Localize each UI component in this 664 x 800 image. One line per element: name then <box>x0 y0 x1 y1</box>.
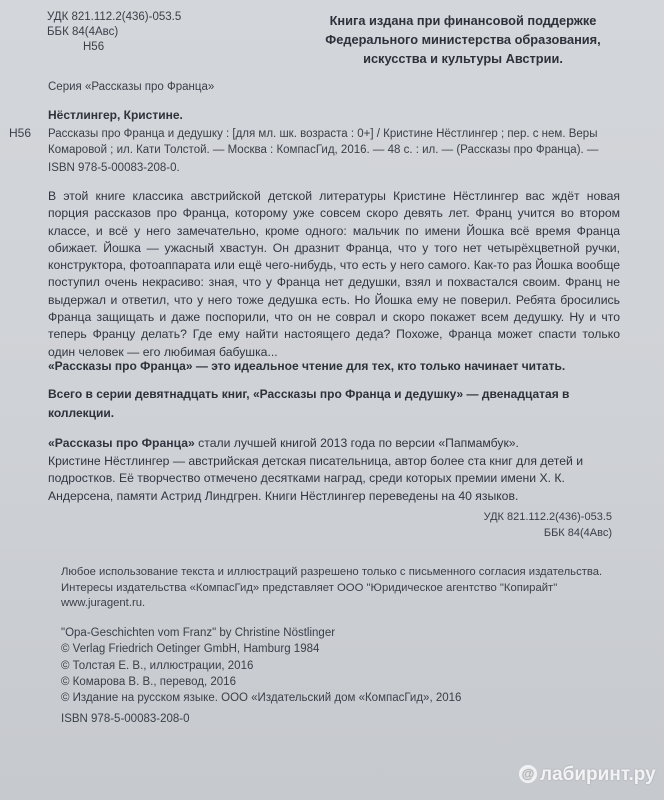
catalog-author: Нёстлингер, Кристине. <box>48 108 183 122</box>
series-count-highlight: Всего в серии девятнадцать книг, «Рассказы про Франца и дедушку» — двенадцатая в коллекции. <box>48 387 570 420</box>
copyright-line: "Opa-Geschichten vom Franz" by Christine Nöstlinger <box>61 627 336 639</box>
udk-code: УДК 821.112.2(436)-053.5 <box>47 11 182 23</box>
funding-note <box>313 11 613 68</box>
footer-codes <box>460 509 612 541</box>
funding-line: Федерального министерства образования, <box>325 32 601 47</box>
watermark-text: лабиринт.ру <box>540 764 656 785</box>
udk-code-bottom: УДК 821.112.2(436)-053.5 <box>483 511 612 523</box>
rights-notice <box>61 565 602 612</box>
prize-block <box>48 435 608 505</box>
funding-line: искусства и культуры Австрии. <box>363 51 563 66</box>
bbk-code-bottom: ББК 84(4Авс) <box>543 527 612 539</box>
author-mark-top: Н56 <box>83 41 105 53</box>
isbn-bottom: ISBN 978-5-00083-208-0 <box>61 713 190 725</box>
copyright-line: © Verlag Friedrich Oetinger GmbH, Hamburg 1984 <box>61 643 320 656</box>
copyright-block <box>61 625 461 706</box>
series-name: Серия «Рассказы про Франца» <box>48 81 215 93</box>
rights-url: www.juragent.ru. <box>61 597 146 609</box>
prize-book-title: «Рассказы про Франца» <box>48 436 195 450</box>
prize-text: стали лучшей книгой 2013 года по версии «Папмамбук». <box>194 436 519 450</box>
author-mark: Н56 <box>9 126 32 140</box>
copyright-line: © Комарова В. В., перевод, 2016 <box>61 675 236 688</box>
author-bio: Кристине Нёстлингер — австрийская детская писательница, автор более ста книг для детей и подростков. Её творчество отмечено десятками наград, среди которых премии имени Х. К. Андерсена, памяти Астрид Линдгрен. Книги Нёстлингер переведены на 40 языков. <box>48 453 584 503</box>
reading-highlight: «Рассказы про Франца» — это идеальное чтение для тех, кто только начинает читать. <box>48 359 566 373</box>
classification-codes <box>47 10 181 55</box>
catalog-description: Рассказы про Франца и дедушку : [для мл. шк. возраста : 0+] / Кристине Нёстлингер ; пер. с нем. Веры Комаровой ; ил. Кати Толстой. — Москва : КомпасГид, 2016. — 48 с. : ил. — (Рассказы про Франца). — <box>48 128 599 156</box>
funding-line: Книга издана при финансовой поддержке <box>329 13 597 28</box>
annotation-text: В этой книге классика австрийской детской литературы Кристине Нёстлингер вас ждёт новая порция рассказов про Франца, которому уже совсем скоро девять лет. Франц учится во втором классе, и всё у него замечательно, кроме одного: мальчик по имени Йошка всё время Франца обижает. Йошка — ужасный хвастун. Он дразнит Франца, что у того нет четырёхцветной ручки, конструктора, фотоаппарата или ещё чего-нибудь, что есть у него самого. Как-то раз Йошка вообще поступил очень некрасиво: зная, что у Франца нет дедушки, взял и похвастался своим. Франц не выдержал и ответил, что у него тоже дедушка есть. Но Йошка ему не поверил. Ребята бросились Франца защищать и даже поспорили, что он не соврал и скоро покажет всем дедушку. Ну и что теперь Францу делать? Где ему найти настоящего деда? Похоже, Франца может спасти только один человек — его любимая бабушка... <box>48 189 620 359</box>
catalog-isbn: ISBN 978-5-00083-208-0. <box>48 162 180 174</box>
copyright-line: © Толстая Е. В., иллюстрации, 2016 <box>61 659 254 672</box>
copyright-line: © Издание на русском языке. ООО «Издательский дом «КомпасГид», 2016 <box>61 692 462 705</box>
labyrinth-logo-icon: @ <box>519 765 537 783</box>
rights-line: Любое использование текста и иллюстраций разрешено только с письменного согласия издательства. <box>61 566 603 578</box>
watermark <box>519 764 656 786</box>
bbk-code: ББК 84(4Авс) <box>47 26 119 38</box>
rights-line: Интересы издательства «КомпасГид» представляет ООО "Юридическое агентство "Копирайт" <box>61 581 558 594</box>
